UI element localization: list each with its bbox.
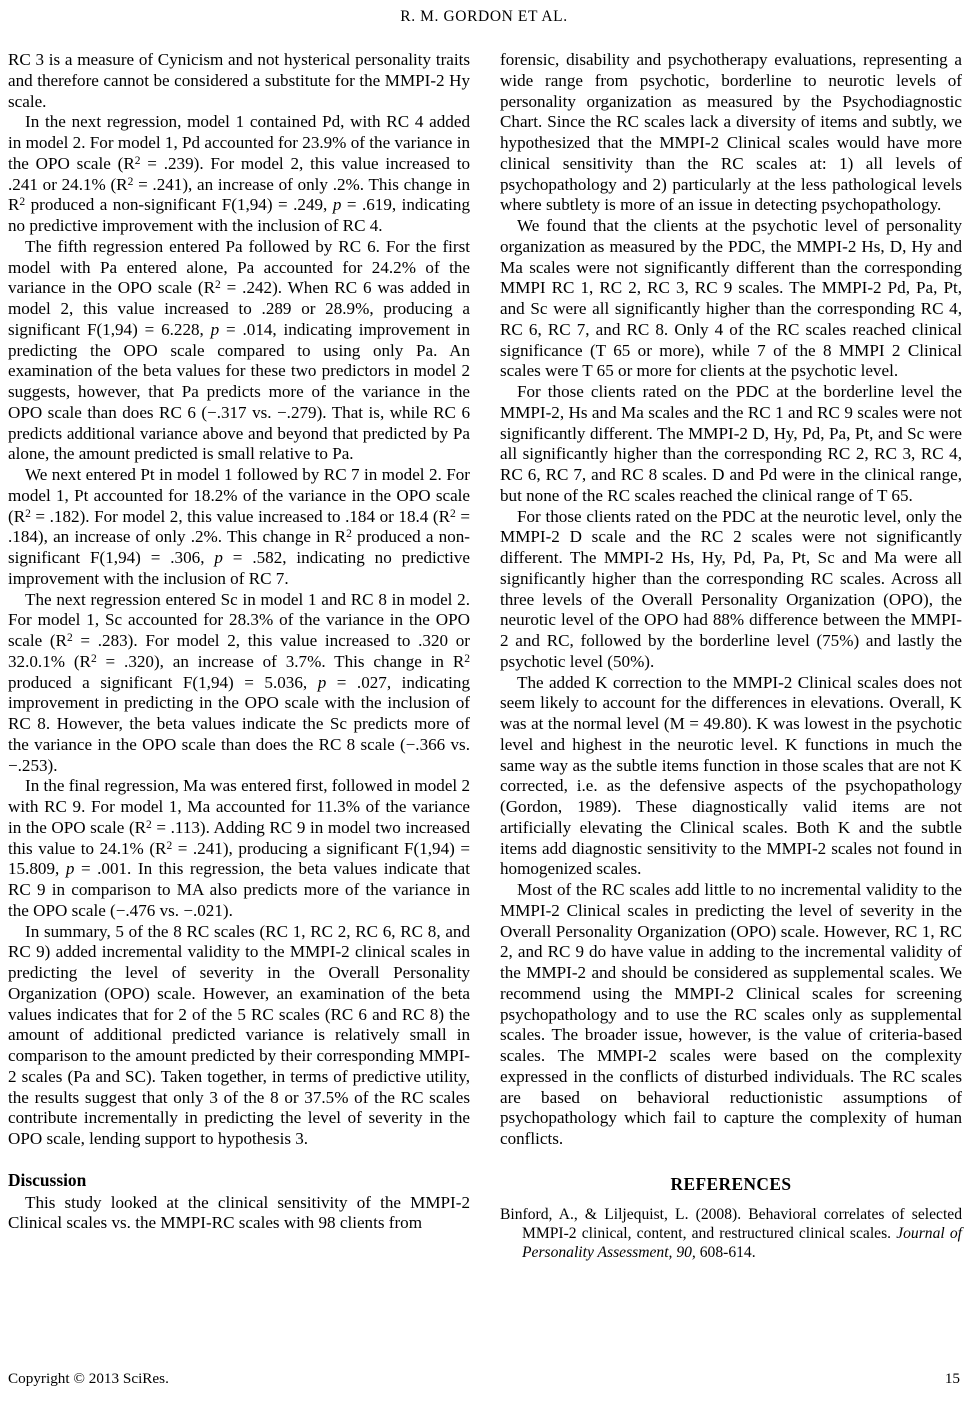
italic-run: p	[317, 672, 327, 692]
italic-run: p	[332, 195, 342, 215]
text-run: In summary, 5 of the 8 RC scales (RC 1, RC 2, RC 6, RC 8, and RC 9) added incremental validity to the MMPI-2 clinical scales in predicting the level of severity in the Overall Personality Organization (OPO) scale. However, an examination of the beta values indicates that for 2 of the 5 RC scales (RC 6 and RC 8) the amount of additional predicted variance is relatively small in comparison to the amount predicted by their corresponding MMPI-2 scales (Pa and SC). Taken together, in terms of predictive utility, the results suggest that only 3 of the 8 or 37.5% of the RC scales contribute incrementally in predicting the level of severity in the OPO scale, lending support to hypothesis 3.	[8, 921, 470, 1148]
text-run: This study looked at the clinical sensitivity of the MMPI-2 Clinical scales vs. the MMPI-RC scales with 98 clients from	[8, 1192, 470, 1233]
body-paragraph	[500, 880, 962, 1150]
text-run: = .184), an increase of only .2%. This change in R	[8, 506, 470, 547]
reference-entry	[500, 1205, 962, 1263]
text-run: We found that the clients at the psychotic level of personality organization as measured by the PDC, the MMPI-2 Hs, D, Hy and Ma scales were not significantly different than the corresponding MMPI RC 1, RC 2, RC 3, RC 9 scales. The MMPI-2 Pd, Pa, Pt, and Sc were all significantly higher than the corresponding RC 4, RC 6, RC 7, and RC 8. Only 4 of the RC scales reached clinical significance (T 65 or more), while 7 of the 8 MMPI 2 Clinical scales were T 65 or more for clients at the psychotic level.	[500, 216, 962, 381]
section-heading-discussion: Discussion	[8, 1169, 87, 1190]
superscript: 2	[146, 818, 152, 831]
discussion-paragraphs	[8, 1193, 470, 1235]
text-run: = .001. In this regression, the beta values indicate that RC 9 in comparison to MA also predicts more of the variance in the OPO scale (−.476 vs. −.021).	[8, 859, 470, 920]
text-run: We next entered Pt in model 1 followed by RC 7 in model 2. For model 1, Pt accounted for 18.2% of the variance in the OPO scale (R	[8, 465, 470, 526]
text-run: In the next regression, model 1 contained Pd, with RC 4 added in model 2. For model 1, Pd accounted for 23.9% of the variance in the OPO scale (R	[8, 112, 470, 173]
two-column-body	[8, 50, 962, 1300]
superscript: 2	[346, 528, 352, 541]
text-run: Binford, A., & Liljequist, L. (2008). Behavioral correlates of selected MMPI-2 clinical, content, and restructured clinical scales.	[500, 1205, 962, 1242]
text-run: = .582, indicating no predictive improvement with the inclusion of RC 7.	[8, 548, 470, 588]
right-column-paragraphs	[500, 50, 962, 1150]
superscript: 2	[66, 632, 73, 644]
body-paragraph	[8, 50, 470, 112]
superscript: 2	[215, 279, 221, 292]
body-paragraph	[500, 507, 962, 673]
text-run: For those clients rated on the PDC at the neurotic level, only the MMPI-2 D scale and the RC 2 scales were not significantly different. The MMPI-2 Hs, Hy, Pd, Pa, Pt, Sc and Ma were all significantly higher than the corresponding RC scales. Across all three levels of the Overall Personality Organization (OPO), the neurotic level of the OPO had 88% difference between the MMPI-2 and RC, followed by the borderline level (75%) and lastly the psychotic level (50%).	[500, 506, 962, 671]
superscript: 2	[450, 507, 456, 520]
text-run: = .242). When RC 6 was added in model 2, this value increased to .289 or 28.9%, producing a significant F(1,94) = 6.228,	[8, 278, 470, 339]
text-run: = .619, indicating no predictive improvement with the inclusion of RC 4.	[8, 195, 470, 235]
body-paragraph	[8, 922, 470, 1150]
text-run: produced a non-significant F(1,94) = .249,	[25, 195, 333, 215]
text-run: The added K correction to the MMPI-2 Clinical scales does not seem likely to account for the differences in elevations. Overall, K was at the normal level (M = 49.80). K was lowest in the psychotic level and highest in the neurotic level. K functions in much the same way as the subtle items function in those scales that are not K corrected, i.e. as the defensive aspects of the psychopathology (Gordon, 1989). These diagnostically valid items are not artificially elevating the Clinical scales. Both K and the subtle items add diagnostic sensitivity to the MMPI-2 scales not found in homogenized scales.	[500, 672, 962, 879]
copyright-notice: Copyright © 2013 SciRes.	[8, 1370, 169, 1387]
italic-run: p	[214, 548, 223, 567]
left-column-paragraphs	[8, 50, 470, 1150]
body-paragraph	[500, 673, 962, 881]
text-run: produced a non-significant F(1,94) = .306,	[8, 527, 470, 567]
text-run: = .027, indicating improvement in predicting in the OPO scale with the inclusion of RC 8. However, the beta values indicate the Sc predicts more of the variance in the OPO scale than does the RC 8 scale (−.366 vs. −.253).	[8, 672, 470, 775]
text-run: = .320), an increase of 3.7%. This change in R	[96, 651, 465, 671]
text-run: = .241), an increase of only .2%. This change in R	[8, 174, 470, 215]
text-run: forensic, disability and psychotherapy evaluations, representing a wide range from psychotic, borderline to neurotic levels of personality organization as measured by the Psychodiagnostic Chart. Since the RC scales lack a diversity of items and subtly, we hypothesized that the MMPI-2 Clinical scales would have more clinical sensitivity than the RC scales at: 1) all levels of psychopathology and 2) particularly at the less pathological levels where subtlety is more of an issue in detecting psychopathology.	[500, 50, 962, 215]
page-footer	[8, 1370, 960, 1388]
page-number: 15	[944, 1370, 960, 1387]
text-run: 608-614.	[695, 1244, 756, 1262]
superscript: 2	[127, 175, 134, 188]
superscript: 2	[166, 839, 173, 852]
superscript: 2	[134, 154, 141, 167]
text-run: = .239). For model 2, this value increased to .241 or 24.1% (R	[8, 153, 471, 194]
text-run: RC 3 is a measure of Cynicism and not hysterical personality traits and therefore cannot be considered a substitute for the MMPI-2 Hy scale.	[8, 50, 470, 111]
text-run: The next regression entered Sc in model 1 and RC 8 in model 2. For model 1, Sc accounted for 28.3% of the variance in the OPO scale (R	[8, 589, 470, 650]
text-run: = .182). For model 2, this value increased to .184 or 18.4 (R	[30, 506, 451, 526]
body-paragraph	[8, 237, 470, 465]
right-column	[500, 50, 962, 1300]
text-run: For those clients rated on the PDC at the borderline level the MMPI-2, Hs and Ma scales and the RC 1 and RC 9 scales were not significantly different. The MMPI-2 D, Hy, Pd, Pa, Pt, and Sc were all significantly higher than the corresponding RC 2, RC 3, RC 4, RC 6, RC 7, and RC 8 scales. D and Pd were in the clinical range, but none of the RC scales reached the clinical range of T 65.	[500, 382, 962, 505]
text-run: In the final regression, Ma was entered first, followed in model 2 with RC 9. For model 1, Ma accounted for 11.3% of the variance in the OPO scale (R	[8, 776, 470, 837]
text-run: Most of the RC scales add little to no incremental validity to the MMPI-2 Clinical scales in predicting the level of severity in the Overall Personality Organization (OPO) scale. However, RC 1, RC 2, and RC 9 do have value in adding to the incremental validity of the MMPI-2 and should be considered as supplemental scales. We recommend using the MMPI-2 Clinical scales for screening psychopathology and to use the RC scales only as supplemental scales. The broader issue, however, is the value of criteria-based scales. The MMPI-2 scales were based on the complexity expressed in the conflicts of disturbed individuals. The RC scales are based on behavioral reductionistic assumptions of psychopathology which fail to capture the complexity of human conflicts.	[500, 880, 962, 1148]
reference-list	[500, 1205, 962, 1263]
body-paragraph	[8, 776, 470, 921]
body-paragraph	[8, 1193, 470, 1235]
body-paragraph	[500, 50, 962, 216]
superscript: 2	[19, 196, 26, 209]
superscript: 2	[464, 652, 470, 665]
body-paragraph	[500, 382, 962, 507]
body-paragraph	[8, 590, 470, 777]
left-column	[8, 50, 470, 1300]
text-run: = .113). Adding RC 9 in model two increased this value to 24.1% (R	[8, 817, 470, 858]
italic-run: p	[65, 859, 75, 879]
body-paragraph	[8, 465, 470, 590]
body-paragraph	[500, 216, 962, 382]
text-run: = .241), producing a significant F(1,94) = 15.809,	[8, 838, 470, 879]
superscript: 2	[90, 652, 97, 665]
running-head: R. M. GORDON ET AL.	[400, 8, 568, 25]
text-run: = .283). For model 2, this value increased to .320 or 32.0.1% (R	[8, 631, 470, 671]
italic-run: Journal of Personality Assessment, 90,	[522, 1224, 962, 1262]
text-run: The fifth regression entered Pa followed by RC 6. For the first model with Pa entered alone, Pa accounted for 24.2% of the variance in the OPO scale (R	[8, 236, 470, 298]
section-heading-references: REFERENCES	[670, 1173, 792, 1194]
italic-run: p	[210, 319, 220, 339]
superscript: 2	[25, 507, 31, 520]
text-run: = .014, indicating improvement in predicting the OPO scale compared to using only Pa. An examination of the beta values for these two predictors in model 2 suggests, however, that Pa predicts more of the variance in the OPO scale than does RC 6 (−.317 vs. −.279). That is, while RC 6 predicts additional variance above and beyond that predicted by Pa alone, the amount predicted is small relative to Pa.	[8, 319, 470, 464]
text-run: produced a significant F(1,94) = 5.036,	[8, 672, 318, 692]
body-paragraph	[8, 112, 470, 237]
